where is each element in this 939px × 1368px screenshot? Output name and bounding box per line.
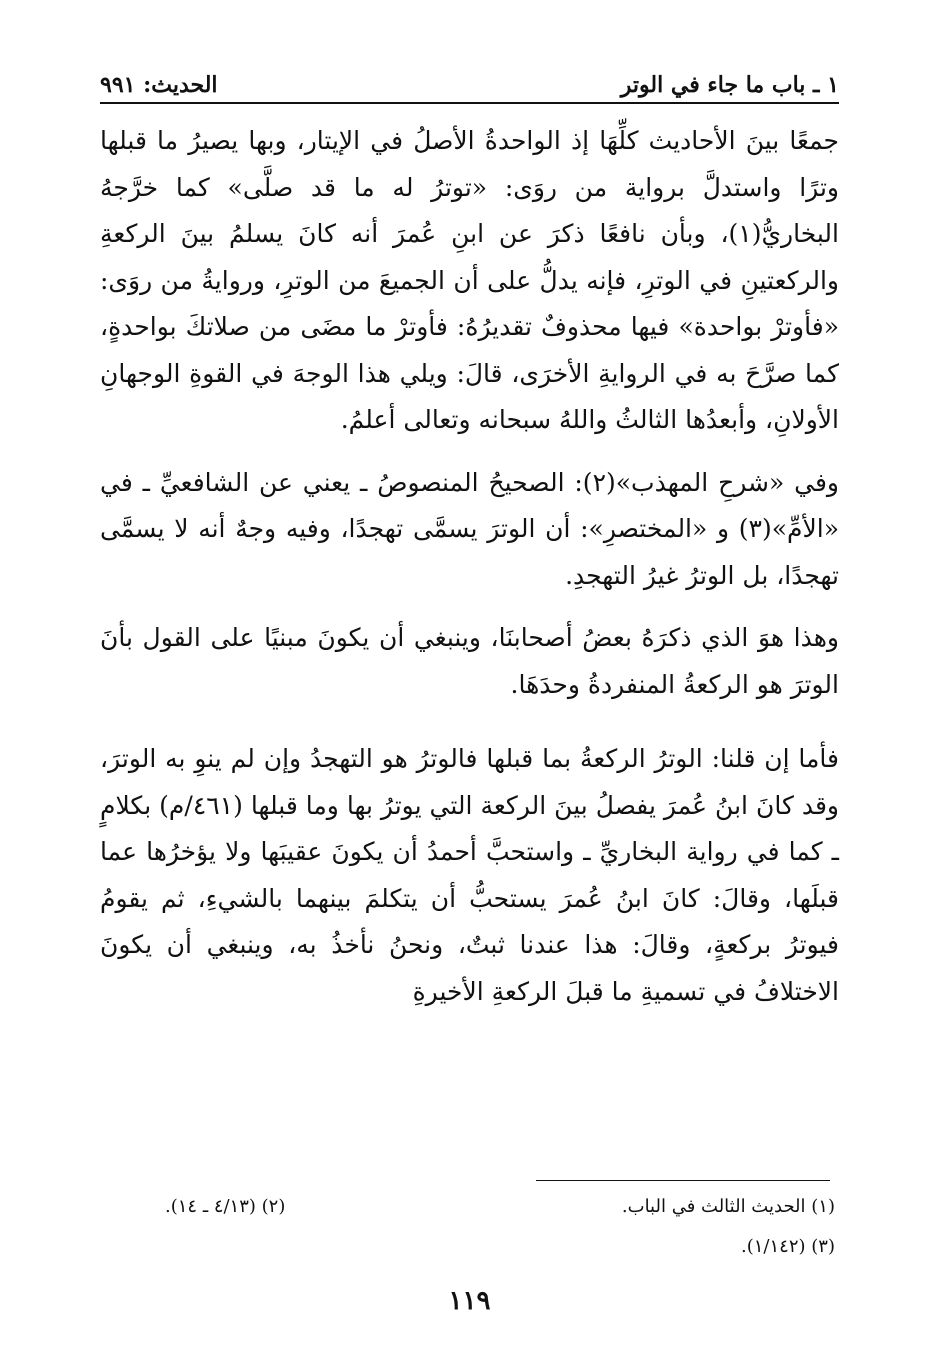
paragraph: جمعًا بينَ الأحاديث كلِّهَا إذ الواحدةُ الأصلُ في الإيتار، وبها يصيرُ ما قبلها وترًا واستدلَّ برواية من روَى: «توترُ له ما قد صلَّى» كما خرَّجهُ البخاريُّ(١)، وبأن نافعًا ذكرَ عن ابنِ عُمرَ أنه كانَ يسلمُ بينَ الركعةِ والركعتينِ في الوترِ، فإنه يدلُّ على أن الجميعَ من الوترِ، وروايةُ من روَى: «فأوترْ بواحدة» فيها محذوفٌ تقديرُهُ: فأوترْ ما مضَى من صلاتكَ بواحدةٍ، كما صرَّحَ به في الروايةِ الأخرَى، قالَ: ويلي هذا الوجهَ في القوةِ الوجهانِ الأولانِ، وأبعدُها الثالثُ واللهُ سبحانه وتعالى أعلمُ. xyxy=(100,126,839,434)
paragraph: فأما إن قلنا: الوترُ الركعةُ بما قبلها فالوترُ هو التهجدُ وإن لم ينوِ به الوترَ، وقد كانَ ابنُ عُمرَ يفصلُ بينَ الركعة التي يوترُ بها وما قبلها (٤٦١/م) بكلامٍ ـ كما في رواية البخاريِّ ـ واستحبَّ أحمدُ أن يكونَ عقيبَها ولا يؤخرُها عما قبلَها، وقالَ: كانَ ابنُ عُمرَ يستحبُّ أن يتكلمَ بينهما بالشيءِ، ثم يقومُ فيوترُ بركعةٍ، وقالَ: هذا عندنا ثبتٌ، ونحنُ نأخذُ به، وينبغي أن يكونَ الاختلافُ في تسميةِ ما قبلَ الركعةِ الأخيرةِ xyxy=(100,744,840,1006)
paragraph: وهذا هوَ الذي ذكرَهُ بعضُ أصحابنَا، وينبغي أن يكونَ مبنيًا على القول بأنَ الوترَ هو الركعةُ المنفردةُ وحدَهَا. xyxy=(100,623,839,699)
paragraph: وفي «شرحِ المهذب»(٢): الصحيحُ المنصوصُ ـ يعني عن الشافعيِّ ـ في «الأمِّ»(٣) و «المختصرِ»: أن الوترَ يسمَّى تهجدًا، وفيه وجهٌ أنه لا يسمَّى تهجدًا، بل الوترُ غيرُ التهجدِ. xyxy=(100,467,839,590)
footnote-3: (٣) (١/١٤٢). xyxy=(741,1236,835,1257)
main-text xyxy=(100,118,839,1015)
chapter-title: ١ ـ باب ما جاء في الوتر xyxy=(620,72,839,98)
hadith-number: الحديث: ٩٩١ xyxy=(100,72,218,98)
footnote-separator xyxy=(536,1180,830,1181)
running-header xyxy=(100,70,839,104)
footnote-2: (٢) (٤/١٣ ـ ١٤). xyxy=(165,1196,286,1217)
footnote-1: (١) الحديث الثالث في الباب. xyxy=(621,1196,835,1217)
page-number: ١١٩ xyxy=(448,1286,491,1316)
